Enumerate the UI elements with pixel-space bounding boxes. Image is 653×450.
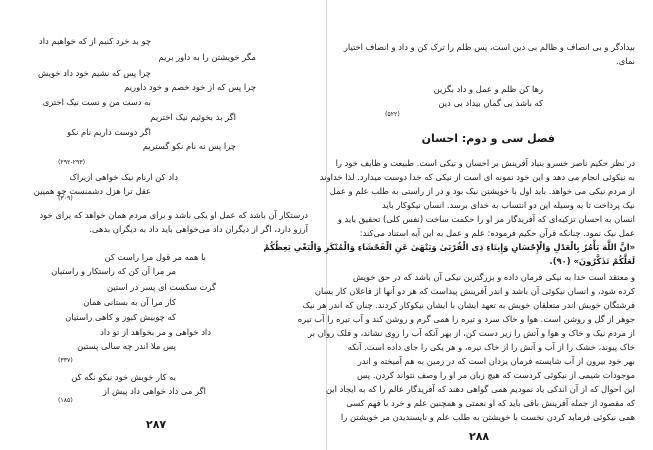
verse-line: که باشد بی گمان بیداد بی دین — [438, 98, 543, 108]
prose-line: از مردم نیک و خاک و هوا و آتش را زیر دست کن، از بهر آنکه آب را روی نشاند، و فلک روان بر — [308, 328, 635, 338]
prose-line: و معتقد است خدا به نیکی فرمان داده و بزرگترین نیکی آن باشد که در حق خویش — [352, 272, 635, 282]
page-number: ۲۸۷ — [146, 418, 167, 431]
verse-line: داد خواهی و مر بخواهد از تو داد — [100, 327, 211, 337]
prose-line: نیک پرداخت تا به وسیله این دو انتساب به خدای برسد. انسان نیکوکار باید — [382, 200, 635, 210]
quran-verse-line: «انَّ اللَّهَ یَأْمُرُ بِالْعَدْلِ وَالْإِحْسَانِ وَإِیتَاءِ ذِی الْقُرْبَىٰ وَیَنْهَىٰ عَنِ الْفَحْشَاءِ وَالْمُنْکَرِ وَالْبَغْیِ یَعِظُکُمْ — [263, 242, 635, 252]
prose-line: کرده شود، و انسان نیکوئی آن باشد و اندر آفرینش پیداست که هر دو آنها از فاعلان کار بسان — [314, 286, 635, 296]
prose-line: از مردم نیکی می خواهد. باید اول با خویشتن نیک بود و در از راستی به طلب علم و عمل — [329, 186, 635, 196]
prose-line: این احوال که از آن اندکی یاد نمودیم همی گواهی دهند که آفریدگار عالم را که به ایجاد این — [325, 384, 635, 394]
verse-line: عقل ترا هزل دشمنست چو همیین — [33, 186, 151, 196]
verse-line: رها کن ظلم و عمل و داد بگزین — [433, 84, 543, 94]
verse-line: مگر خویشتن را به داور بریم — [158, 52, 256, 62]
reference-number: (۵۲۲) — [385, 111, 400, 118]
reference-number: (۱۸۵) — [58, 397, 73, 404]
prose-line: موجودات شیمی از نیکوئی کردست که هیچ زبان مر او را وصف نتواند کردن. پس — [357, 370, 635, 380]
reference-number: (۲۹۲-۲۹۳) — [58, 159, 86, 166]
verse-line: اگر بد بخوئیم نیک اختریم — [150, 112, 236, 122]
verse-line: پس ملا اندر چه سالی پستین — [77, 341, 176, 351]
verse-line: چرا پس نه نام نکو گستریم — [142, 141, 236, 151]
verse-line: چرا پس که نشیم خود داد خویش — [37, 68, 151, 78]
verse-line: به دست من و نست نیک اختری — [42, 97, 151, 107]
prose-line: جوهر از گل و روشن است. هوا و خاک سرد و تیره را همی گرم و روشن کند و آب تیره را آب تیره — [297, 314, 635, 324]
verse-line: که چوبیش کبوز و کاهی راستیان — [65, 312, 176, 322]
prose-line: در نظر حکیم ناصر خسرو بنیاد آفرینش بر احسان و نیکی است. طبیعت و ظایف خود را — [335, 158, 635, 168]
verse-line: چو بد خرد کنیم از که خواهیم داد — [39, 36, 151, 46]
reference-number: (۳۰۹) — [58, 195, 73, 202]
prose-line: بیدادگر و بی انصاف و ظالم بی دین است، پس ظلم را ترک کن و داد و انصاف اختیار — [343, 42, 635, 52]
prose-line: آرزو دارد، اگر از دیگران داد می‌خواهی باید داد به دیگران بدهی. — [89, 224, 308, 234]
prose-line: نمای. — [616, 56, 635, 66]
verse-line: داد کن ارنام نیک خواهی ازیراک — [69, 172, 178, 182]
page-number: ۲۸۸ — [469, 430, 490, 443]
prose-line: انسان به احسان تزکیه‌ای که آفریدگار مر او را حکمت ساخت (نفس کلی) تحقیق باید و — [337, 214, 635, 224]
prose-line: عمل نیک نمود. چنانکه قرآن حکیم فرموده: علم و عمل به این آیه استناد می‌کند: — [359, 228, 635, 238]
verse-line: اگر می داد خواهی داد پیش از — [102, 386, 206, 396]
verse-line: گرت سکست ای پسر در استین — [107, 282, 216, 292]
prose-line: که مقصود از جمله آفرینش باقی باید که او نعمتی و همچنین علم و خرد با فهم کسی — [346, 398, 635, 408]
chapter-title: فصل سی و دوم: احسان — [421, 132, 555, 145]
prose-line: درستکار آن باشد که عمل او یکی باشد و برای مردم همان خواهد که برای خود — [39, 210, 308, 220]
quran-verse-line: لَعَلَّکُمْ تَذَکَّرُونَ» (۹۰). — [549, 256, 635, 266]
verse-line: اگر دوست داریم نام نکو — [67, 127, 151, 137]
prose-line: به نیکوئی انجام می دهد و این خود نمونه ای است از نیکی که خدا دوست میدارد. لذا خداوند — [319, 172, 635, 182]
prose-line: فرشتگان خویش اندر متعلقان خویش به تعهد ایشان با ایشان نیکوکار کردند. چنان که اندر هر نیک — [302, 300, 635, 310]
verse-line: چرا پس که از خود خصم و خود داوریم — [124, 82, 256, 92]
verse-line: کار مرا آن به بستانی همان — [83, 297, 176, 307]
right-page — [263, 0, 653, 450]
verse-line: به کار خویش خود نیکو نگه کن — [71, 372, 176, 382]
prose-line: خاک پیوند، خشک را از آب و آتش را از خاک تیره، و هر یکی را جای داده است. آنکه — [347, 342, 635, 352]
reference-number: (۳۳۷) — [58, 357, 73, 364]
verse-line: مر مرا آن کن که راستکار و راستیان — [51, 266, 176, 276]
prose-line: همی نیکوئی فرماید کردن نخست با خویشتن به طلب علم و ناپسندیدن مر خویشتن را — [340, 412, 635, 422]
verse-line: با همه مر قول مرا راست کن — [104, 252, 206, 262]
prose-line: بهر خود بیرون از آب شایسته فرمان یزدان است که در زمین به هم آمیخته و اندر — [357, 356, 635, 366]
